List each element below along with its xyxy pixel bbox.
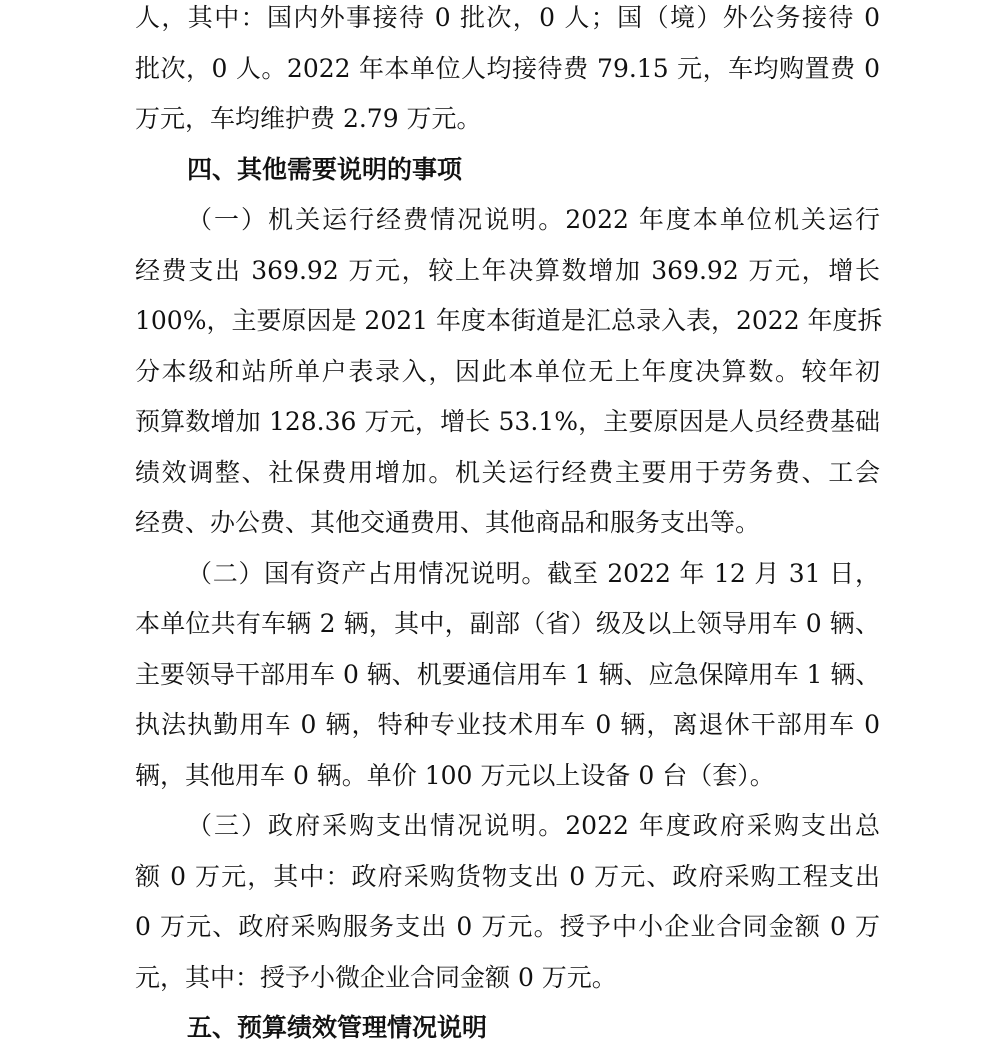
body-text-line: 分本级和站所单户表录入，因此本单位无上年度决算数。较年初 xyxy=(135,356,880,386)
body-text-line: 预算数增加 128.36 万元，增长 53.1%，主要原因是人员经费基础 xyxy=(135,407,880,436)
body-text-line: 绩效调整、社保费用增加。机关运行经费主要用于劳务费、工会 xyxy=(135,457,880,487)
body-text-line: 元，其中：授予小微企业合同金额 0 万元。 xyxy=(135,962,617,992)
body-text-line: 100%，主要原因是 2021 年度本街道是汇总录入表，2022 年度拆 xyxy=(135,306,883,335)
body-text-line: 经费支出 369.92 万元，较上年决算数增加 369.92 万元，增长 xyxy=(135,255,880,285)
body-text-line: 执法执勤用车 0 辆，特种专业技术用车 0 辆，离退休干部用车 0 xyxy=(135,710,880,739)
body-text-line: 本单位共有车辆 2 辆，其中，副部（省）级及以上领导用车 0 辆、 xyxy=(135,609,880,638)
body-text-line: 人，其中：国内外事接待 0 批次，0 人；国（境）外公务接待 0 xyxy=(135,3,880,32)
body-text-line: 经费、办公费、其他交通费用、其他商品和服务支出等。 xyxy=(135,508,761,537)
body-text-line: 批次，0 人。2022 年本单位人均接待费 79.15 元，车均购置费 0 xyxy=(135,53,880,83)
subsection-3-first-line: （三）政府采购支出情况说明。2022 年度政府采购支出总 xyxy=(187,811,880,840)
body-text-line: 主要领导干部用车 0 辆、机要通信用车 1 辆、应急保障用车 1 辆、 xyxy=(135,659,881,689)
section-heading-5: 五、预算绩效管理情况说明 xyxy=(187,1013,488,1042)
body-text-line: 万元，车均维护费 2.79 万元。 xyxy=(135,104,482,133)
body-text-line: 0 万元、政府采购服务支出 0 万元。授予中小企业合同金额 0 万 xyxy=(135,912,880,941)
document-page xyxy=(135,0,883,1054)
body-text-line: 辆，其他用车 0 辆。单价 100 万元以上设备 0 台（套）。 xyxy=(135,760,775,790)
subsection-1-first-line: （一）机关运行经费情况说明。2022 年度本单位机关运行 xyxy=(187,205,880,234)
body-text-line: 额 0 万元，其中：政府采购货物支出 0 万元、政府采购工程支出 xyxy=(135,861,880,891)
section-heading-4: 四、其他需要说明的事项 xyxy=(187,154,463,184)
subsection-2-first-line: （二）国有资产占用情况说明。截至 2022 年 12 月 31 日， xyxy=(187,558,880,588)
